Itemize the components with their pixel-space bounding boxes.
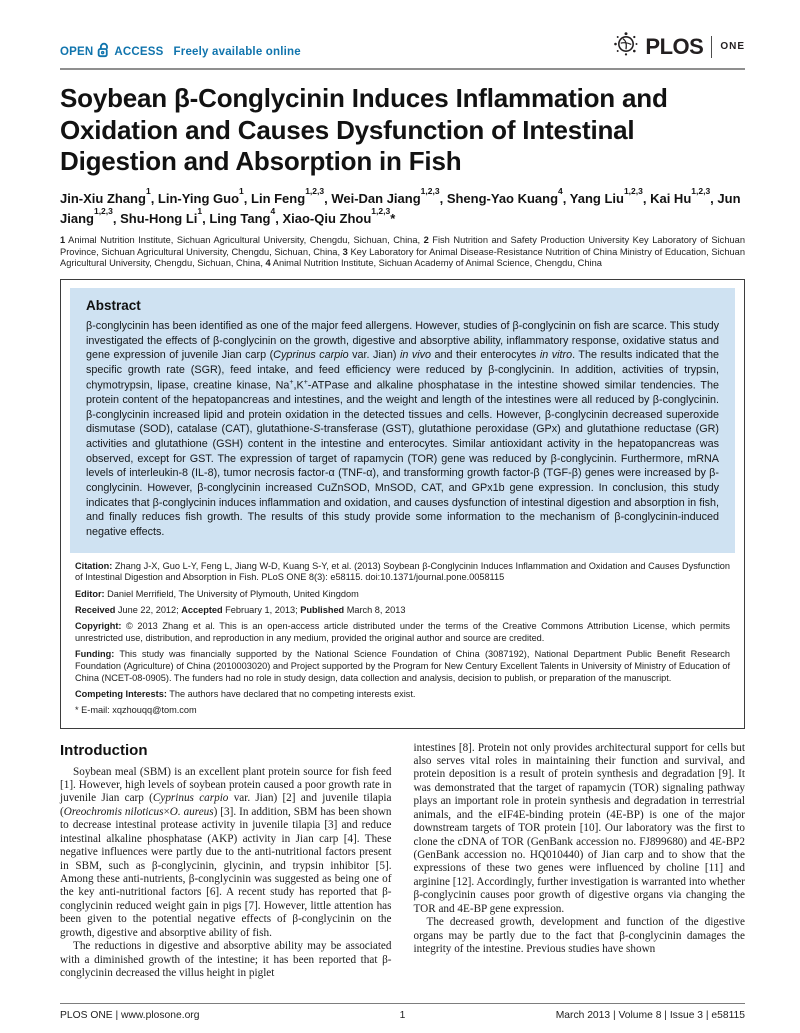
introduction-section [60, 742, 745, 981]
meta-item: Citation: Zhang J-X, Guo L-Y, Feng L, Jiang W-D, Kuang S-Y, et al. (2013) Soybean β-Conglycinin Induces Inflammation and Oxidation and Causes Dysfunction of Intestinal Digestion and Absorption in Fish. PLoS ONE 8(3): e58115. doi:10.1371/journal.pone.0058115 [75, 560, 730, 583]
open-access-line [60, 42, 301, 63]
author: Jun Jiang$^{1,2,3}$, [60, 191, 741, 227]
intro-col-left [60, 742, 392, 981]
author: Sheng-Yao Kuang$^4$, [446, 186, 570, 207]
body-paragraph: Soybean meal (SBM) is an excellent plant protein source for fish feed [1]. However, high levels of soybean protein caused a poor growth rate in juvenile Jian carp (Cyprinus carpio var. Jian) [2] and juvenile tilapia (Oreochromis niloticus×O. aureus) [3]. In addition, SBM has been shown to decrease intestinal protease activity in juvenile tilapia [3] and reduce intestinal alkaline phosphatase (AKP) activity in Jian carp [4]. These negative influences were partly due to the anti-nutritional factors present in SBM, such as β-conglycinin, glycinin, and trypsin inhibitor [5]. Among these anti-nutrients, β-conglycinin was suggested as being one of the key anti-nutritional factors [6]. A recent study has reported that β-conglycinin reduced weight gain in pigs [7]. However, little attention has been given to the potential negative effects of β-conglycinin on the growth, digestive and absorptive ability of fish. [60, 765, 392, 939]
plos-wordmark: PLOS [645, 33, 704, 59]
plos-globe-icon [612, 30, 640, 63]
logo-divider [711, 36, 712, 58]
page-footer [60, 1003, 745, 1021]
abstract-section [70, 288, 735, 553]
footer-row [60, 1004, 745, 1021]
body-paragraph: The reductions in digestive and absorptive ability may be associated with a diminished growth of the intestine; it has been reported that β-conglycinin decreased the villus height in piglet [60, 940, 392, 980]
body-paragraph: The decreased growth, development and function of the digestive organs may be partly due to the fact that β-conglycinin damages the integrity of the intestine. Previous studies have shown [413, 916, 745, 956]
meta-item: Funding: This study was financially supported by the National Science Foundation of China (3087192), National Department Public Benefit Research Foundation (Agriculture) of China (2010003020) and Project supported by the Program for New Century Excellent Talents in University of Ministry of Education of China (NCET-08-0905). The funders had no role in study design, data collection and analysis, decision to publish, or preparation of the manuscript. [75, 649, 730, 683]
plos-one-logo [612, 30, 745, 63]
masthead [60, 30, 745, 63]
meta-item: Received June 22, 2012; Accepted February 1, 2013; Published March 8, 2013 [75, 604, 406, 615]
author: Lin-Ying Guo$^1$, [157, 186, 252, 207]
meta-item: Editor: Daniel Merrifield, The University of Plymouth, United Kingdom [75, 588, 359, 599]
author: Lin Feng$^{1,2,3}$, [251, 186, 332, 207]
meta-item: Copyright: © 2013 Zhang et al. This is an open-access article distributed under the terms of the Creative Commons Attribution License, which permits unrestricted use, distribution, and reproduction in any medium, provided the original author and source are credited. [75, 621, 730, 643]
affiliations: 1 Animal Nutrition Institute, Sichuan Agricultural University, Chengdu, Sichuan, China, 2 Fish Nutrition and Safety Production University Key Laboratory of Sichuan Province, Sichuan Agricultural University, Chengdu, Sichuan, China, 3 Key Laboratory for Animal Disease-Resistance Nutrition of China Ministry of Education, Sichuan Agricultural University, Chengdu, Sichuan, China, 4 Animal Nutrition Institute, Sichuan Academy of Animal Science, Chengdu, China [60, 234, 746, 269]
article-info-box [60, 279, 745, 729]
author: Wei-Dan Jiang$^{1,2,3}$, [331, 186, 447, 207]
introduction-heading: Introduction [60, 741, 148, 759]
abstract-heading: Abstract [86, 297, 141, 313]
author: Jin-Xiu Zhang$^1$, [60, 186, 158, 207]
author: Kai Hu$^{1,2,3}$, [650, 186, 718, 207]
author: Ling Tang$^4$, [209, 206, 283, 227]
header-rule [60, 68, 745, 70]
author: Yang Liu$^{1,2,3}$, [569, 186, 651, 207]
meta-item: Competing Interests: The authors have declared that no competing interests exist. [75, 688, 416, 699]
article-meta [70, 553, 735, 724]
footer-page-number: 1 [399, 1010, 406, 1021]
footer-issue-info: March 2013 | Volume 8 | Issue 3 | e58115 [555, 1010, 746, 1021]
open-label: OPEN [60, 45, 94, 58]
author-list [60, 186, 745, 229]
article-title: Soybean β-Conglycinin Induces Inflammation and Oxidation and Causes Dysfunction of Intestinal Digestion and Absorption in Fish [60, 83, 668, 177]
abstract-text: β-conglycinin has been identified as one of the major feed allergens. However, studies of β-conglycinin on fish are scarce. This study investigated the effects of β-conglycinin on the growth, digestive and absorptive ability, inflammatory response, oxidative status and gene expression of juvenile Jian carp (Cyprinus carpio var. Jian) in vivo and their enterocytes in vitro. The results indicated that the specific growth rate (SGR), feed intake, and feed efficiency were reduced by β-conglycinin. In addition, activities of trypsin, chymotrypsin, lipase, creatine kinase, Na+,K+-ATPase and alkaline phosphatase in the intestine showed similar tendencies. The protein content of the hepatopancreas and intestines, and the weight and length of the intestines were all reduced by β-conglycinin. β-conglycinin increased lipid and protein oxidation in the detected tissues and cells. However, β-conglycinin decreased superoxide dismutase (SOD), catalase (CAT), glutathione-S-transferase (GST), glutathione peroxidase (GPx) and glutathione reductase (GR) activities and glutathione (GSH) content in the intestine and enterocytes. Similar antioxidant activity in the hepatopancreas was observed, except for GST. The expression of target of rapamycin (TOR) gene was reduced by β-conglycinin. Furthermore, mRNA levels of interleukin-8 (IL-8), tumor necrosis factor-α (TNF-α), and transforming growth factor-β (TGF-β) genes were increased by β-conglycinin. However, β-conglycinin increased CuZnSOD, MnSOD, CAT, and GPx1b gene expression. In conclusion, this study indicates that β-conglycinin induces inflammation and oxidation, and causes dysfunction of intestinal digestion and absorption in fish, and finally reduces fish growth. The results of this study provide some information to the mechanism of β-conglycinin-induced negative effects. [86, 319, 719, 538]
access-label: ACCESS [114, 45, 164, 58]
one-wordmark: ONE [720, 41, 745, 52]
footer-journal: PLOS ONE | www.plosone.org [60, 1010, 200, 1021]
author: Xiao-Qiu Zhou$^{1,2,3}$* [282, 206, 396, 227]
author: Shu-Hong Li$^1$, [120, 206, 210, 227]
intro-col-right [414, 742, 746, 981]
meta-item: * E-mail: xqzhouqq@tom.com [75, 705, 197, 716]
freely-available-tagline: Freely available online [173, 45, 301, 58]
open-lock-icon [97, 42, 110, 61]
body-paragraph: intestines [8]. Protein not only provides architectural support for cells but also serves vital roles in maintaining their function and survival, and protein deposition is a result of protein synthesis and degradation [9]. It was demonstrated that the target of rapamycin (TOR) signaling pathway plays an important role in protein synthesis and degradation in terrestrial animals, and the eIF4E-binding protein (4E-BP) is one of the major downstream targets of TOR protein [10]. Our laboratory was the first to clone the cDNA of TOR (GenBank accession no. FJ899680) and 4E-BP2 (GenBank accession no. HQ010440) of Jian carp and to show that the expressions of these two genes were influenced by choline [11] and arginine [12]. Accordingly, further investigation is warranted into whether β-conglycinin causes poor growth of digestive organs via changing the TOR and 4E-BP gene expression. [413, 741, 745, 915]
